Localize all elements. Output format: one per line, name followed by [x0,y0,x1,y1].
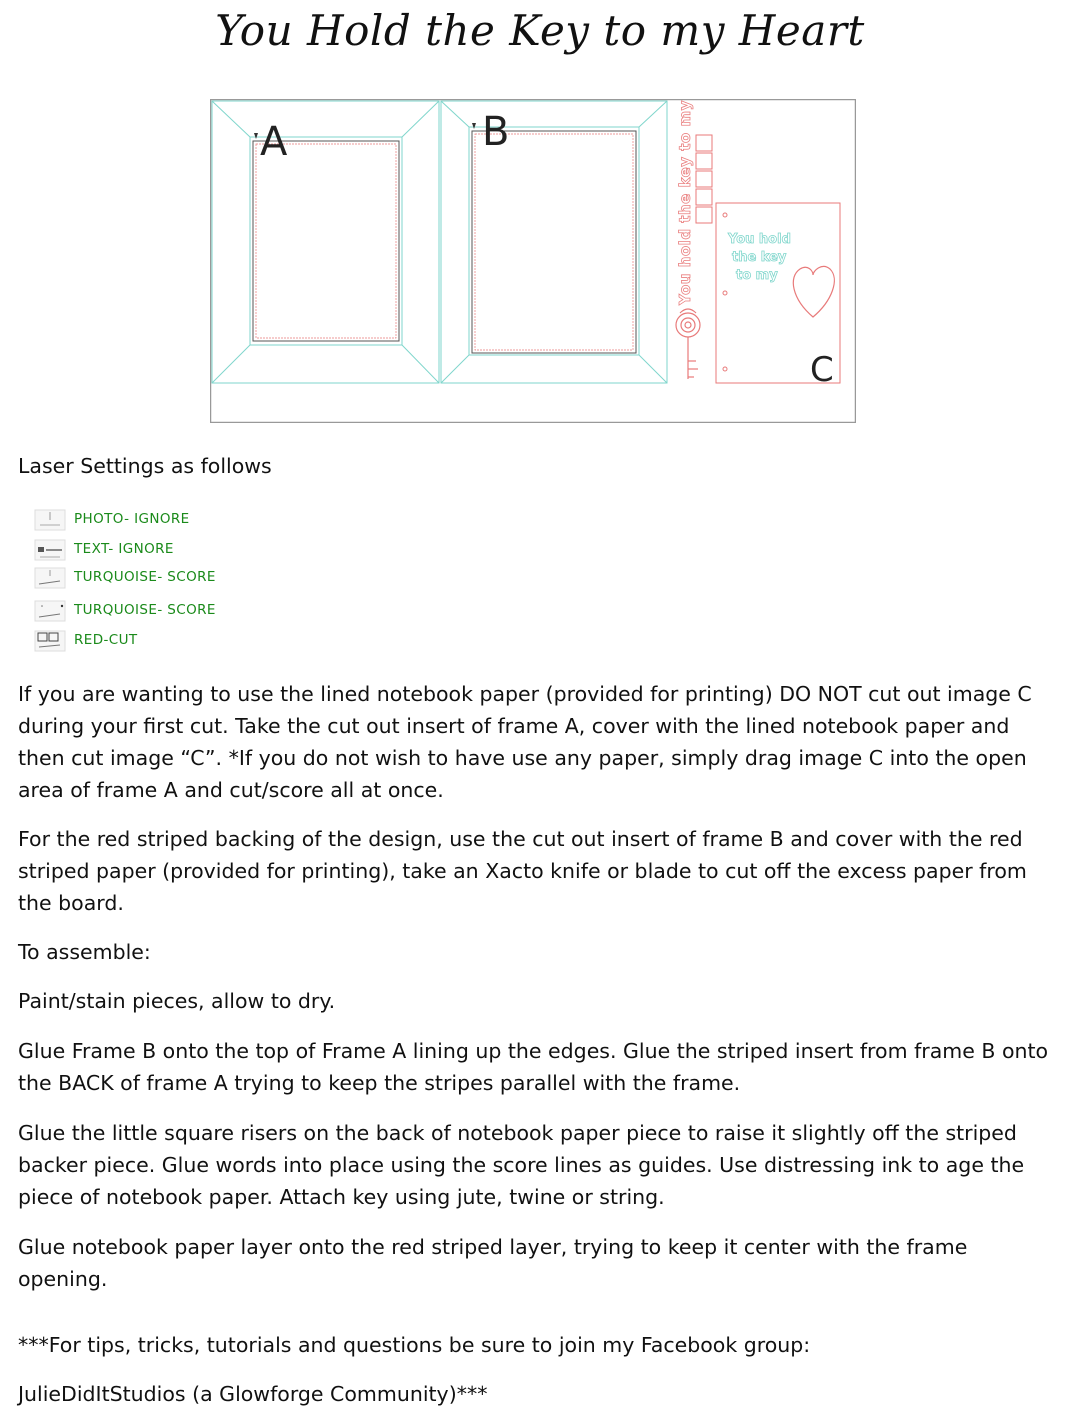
insert-text-3: to my [736,268,778,283]
design-preview-svg [210,99,856,423]
instruction-paragraph: If you are wanting to use the lined notebook paper (provided for printing) DO NOT cut out image C during your first cut. Take the cut out insert of frame A, cover with the lined notebook paper and then cut image “C”. *If you do not wish to have use any paper, simply drag image C into the open area of frame A and cut/score all at once. [18,682,1032,802]
label-c: C [810,350,834,390]
instruction-paragraph: Paint/stain pieces, allow to dry. [18,989,336,1013]
instruction-paragraph: Glue the little square risers on the back of notebook paper piece to raise it slightly off the striped backer piece. Glue words into place using the score lines as guides. Use distressing ink to age the piece of notebook paper. Attach key using jute, twine or string. [18,1121,1025,1209]
instruction-paragraph: Glue Frame B onto the top of Frame A lining up the edges. Glue the striped insert from frame B onto the BACK of frame A trying to keep the stripes parallel with the frame. [18,1039,1049,1095]
design-preview [210,99,856,423]
vertical-text: You hold the key to my [676,100,694,305]
legend-label: TURQUOISE- SCORE [74,602,216,618]
facebook-note: ***For tips, tricks, tutorials and questions be sure to join my Facebook group: [18,1333,811,1357]
legend-item [34,507,264,533]
legend-item [34,628,264,654]
legend-item [34,537,264,563]
legend-label: TURQUOISE- SCORE [74,569,216,585]
laser-settings-heading: Laser Settings as follows [18,454,272,478]
legend-label: PHOTO- IGNORE [74,511,190,527]
label-b: B [482,109,510,155]
text-icon [34,539,66,561]
legend-item [34,565,264,591]
legend-item [34,598,264,624]
insert-text-1: You hold [728,232,791,247]
legend-label: RED-CUT [74,632,138,648]
photo-icon [34,509,66,531]
legend-label: TEXT- IGNORE [74,541,174,557]
label-a: A [260,119,288,165]
facebook-group-name: JulieDidItStudios (a Glowforge Community)*** [18,1382,488,1406]
document-title: You Hold the Key to my Heart [215,6,865,55]
cut-icon [34,630,66,652]
score-icon [34,600,66,622]
insert-text-2: the key [732,250,787,265]
laser-settings-legend [34,507,264,657]
instruction-heading: To assemble: [18,940,151,964]
instruction-paragraph: For the red striped backing of the design, use the cut out insert of frame B and cover with the red striped paper (provided for printing), take an Xacto knife or blade to cut off the excess paper from the board. [18,827,1027,915]
score-icon [34,567,66,589]
instruction-paragraph: Glue notebook paper layer onto the red striped layer, trying to keep it center with the frame opening. [18,1235,968,1291]
